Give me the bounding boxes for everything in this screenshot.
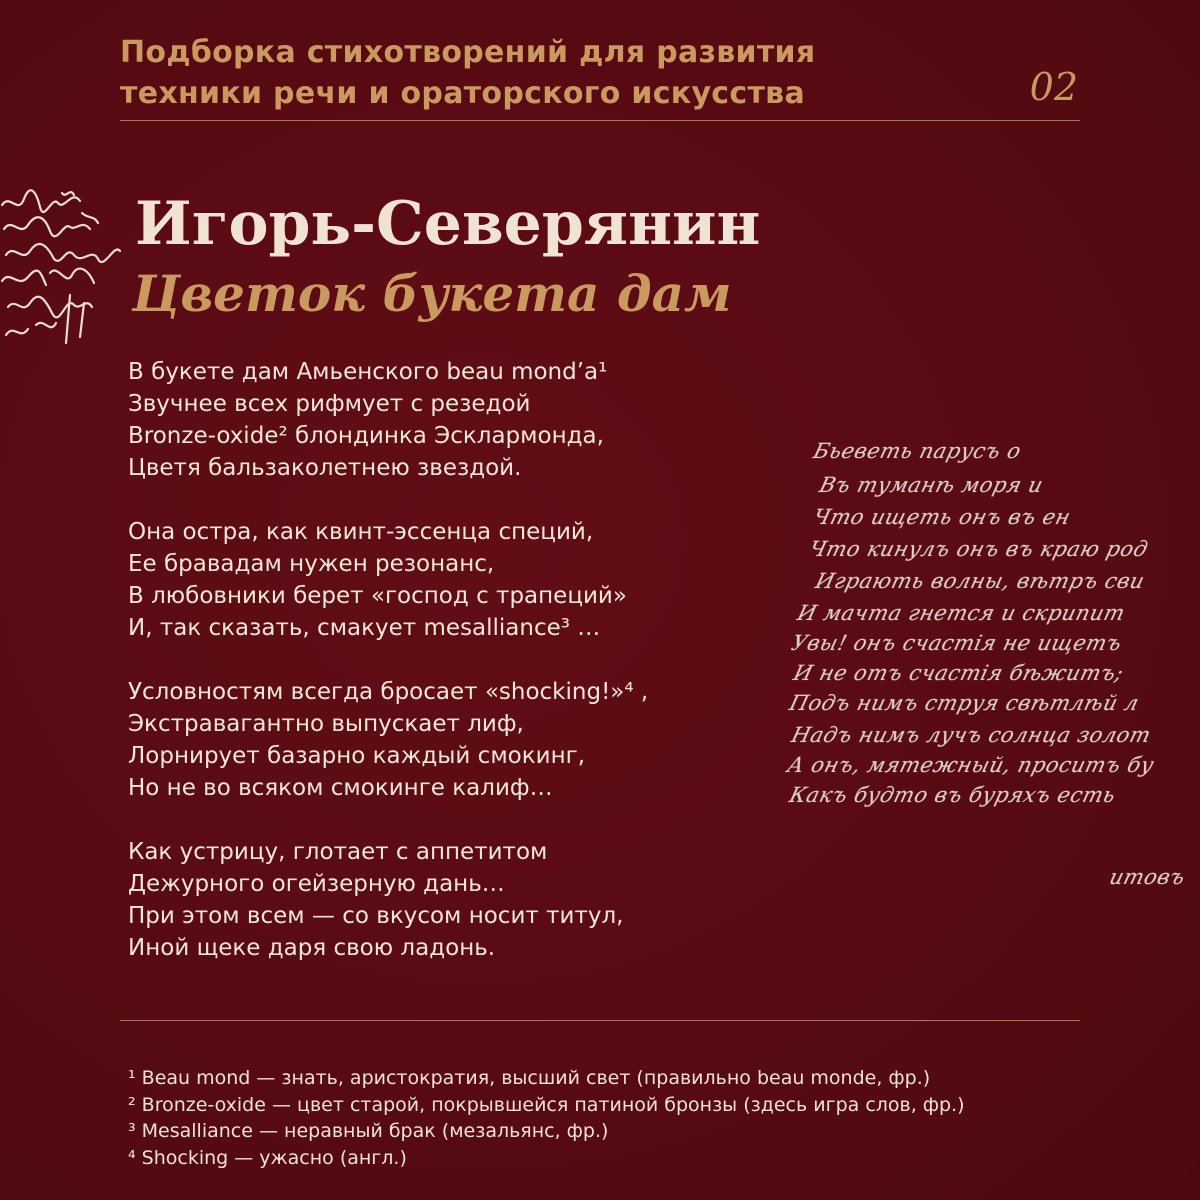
author-name: Игорь-Северянин <box>135 189 761 259</box>
poem-line: В букете дам Амьенского beau mond’a¹ <box>128 359 608 385</box>
stanza <box>128 676 768 804</box>
poem-line: Иной щеке даря свою ладонь. <box>128 935 496 961</box>
handwriting-scribble-decoration <box>0 185 125 345</box>
stanza <box>128 836 768 964</box>
stanza <box>128 516 768 644</box>
manuscript-line: Увы! онъ счастія не ищетъ <box>789 631 1125 655</box>
poem-line: При этом всем — со вкусом носит титул, <box>128 903 624 929</box>
footnote: ³ Mesalliance — неравный брак (мезальянс, фр.) <box>128 1120 609 1142</box>
manuscript-line: Что ищеть онъ въ ен <box>811 505 1074 529</box>
header-divider <box>120 120 1080 121</box>
poem-line: Bronze-oxide² блондинка Эсклармонда, <box>128 423 604 449</box>
poem-line: Ее бравадам нужен резонанс, <box>128 551 495 577</box>
poem-line: Условностям всегда бросает «shocking!»⁴ , <box>128 679 649 705</box>
manuscript-line: Играють волны, вѣтръ сви <box>813 569 1148 593</box>
poem-line: Дежурного огейзерную дань… <box>128 871 505 897</box>
manuscript-line: Подъ нимъ струя свѣтлѣй л <box>787 691 1142 715</box>
poem-line: В любовники берет «господ с трапеций» <box>128 583 627 609</box>
poem-line: Лорнирует базарно каждый смокинг, <box>128 743 586 769</box>
footnote: ¹ Beau mond — знать, аристократия, высший свет (правильно beau monde, фр.) <box>128 1067 931 1089</box>
footnotes <box>128 1065 1108 1171</box>
poem-line: Но не во всяком смокинге калиф… <box>128 775 553 801</box>
manuscript-line: Какъ будто въ буряхъ есть <box>787 783 1119 807</box>
collection-title-line-1: Подборка стихотворений для развития <box>120 35 816 70</box>
manuscript-line: итовъ <box>1107 865 1188 889</box>
handwritten-manuscript-decoration <box>780 425 1200 905</box>
poem-line: Как устрицу, глотает с аппетитом <box>128 839 548 865</box>
poem-line: Она остра, как квинт-эссенца специй, <box>128 519 594 545</box>
stanza <box>128 356 768 484</box>
poem-line: Цветя бальзаколетнею звездой. <box>128 455 522 481</box>
poem-line: И, так сказать, смакует mesalliance³ … <box>128 615 601 641</box>
manuscript-line: А онъ, мятежный, проситъ бу <box>785 753 1157 777</box>
page-number: 02 <box>1029 65 1078 109</box>
manuscript-line: Надъ нимъ лучъ солнца золот <box>789 723 1154 747</box>
manuscript-line: Что кинулъ онъ въ краю род <box>807 537 1151 561</box>
poem-line: Экстравагантно выпускает лиф, <box>128 711 524 737</box>
footnote: ² Bronze-oxide — цвет старой, покрывшейся патиной бронзы (здесь игра слов, фр.) <box>128 1093 965 1116</box>
poem-body <box>128 356 768 996</box>
collection-title-line-2: техники речи и ораторского искусства <box>120 76 805 111</box>
footnotes-divider <box>120 1020 1080 1021</box>
manuscript-line: Бьеветь парусъ о <box>811 439 1024 463</box>
poem-line: Звучнее всех рифмует с резедой <box>128 391 531 417</box>
poem-title: Цветок букета дам <box>132 264 732 323</box>
manuscript-line: И мачта гнется и скрипит <box>795 601 1128 625</box>
manuscript-line: И не отъ счастія бѣжитъ; <box>791 661 1127 685</box>
collection-title <box>120 32 940 114</box>
manuscript-line: Въ туманѣ моря и <box>817 473 1046 497</box>
footnote: ⁴ Shocking — ужасно (англ.) <box>128 1146 407 1169</box>
